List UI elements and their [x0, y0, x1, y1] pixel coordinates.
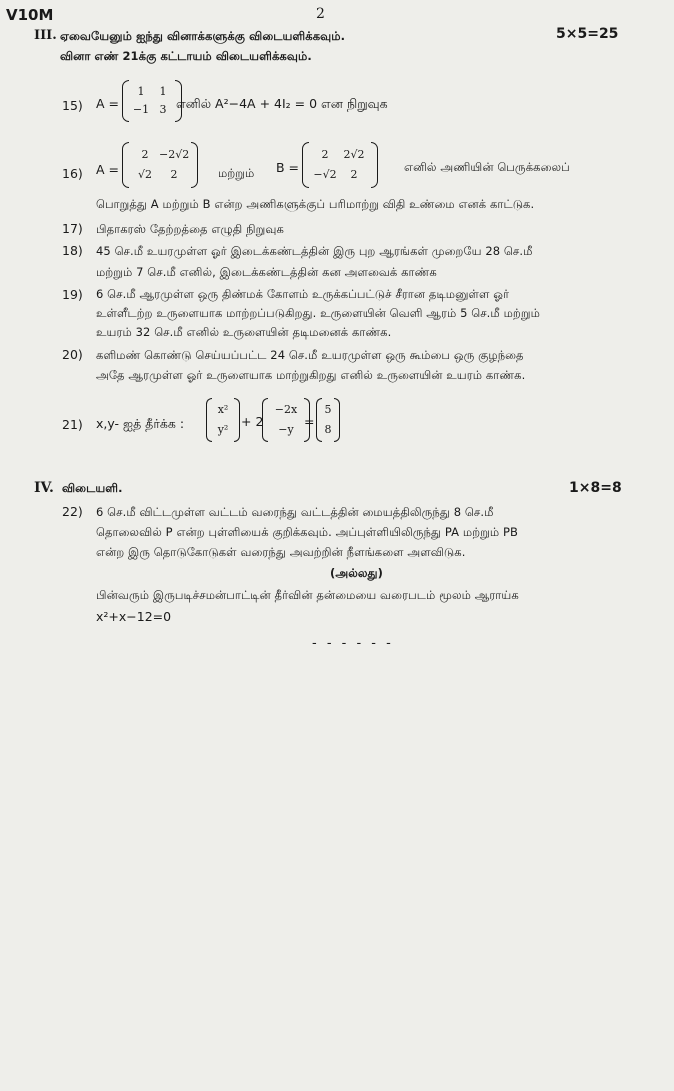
q16-matrix-a-cell: 2 — [141, 148, 149, 161]
q21-plus: + 2 — [241, 414, 264, 429]
section-4-marks: 1×8=8 — [569, 480, 622, 496]
q21-matrix-1 — [206, 398, 240, 442]
q15-condition: எனில் A²−4A + 4I₂ = 0 என நிறுவுக — [176, 96, 388, 111]
q16-matrix-b-cell: 2 — [350, 168, 358, 181]
q16-lhs-b: B = — [276, 160, 300, 175]
q22-number: 22) — [62, 504, 83, 519]
section-3-instruction-2: வினா எண் 21க்கு கட்டாயம் விடையளிக்கவும். — [60, 49, 312, 63]
q15-matrix — [122, 80, 182, 122]
q17-text: பிதாகரஸ் தேற்றத்தை எழுதி நிறுவுக — [96, 222, 284, 236]
q16-line2: பொறுத்து A மற்றும் B என்ற அணிகளுக்குப் பரிமாற்று விதி உண்மை எனக் காட்டுக. — [96, 197, 535, 211]
q17-number: 17) — [62, 221, 83, 236]
q22-or: (அல்லது) — [330, 566, 383, 580]
section-3-roman: III. — [34, 28, 57, 43]
section-3-marks: 5×5=25 — [556, 26, 619, 42]
q18-line1: 45 செ.மீ உயரமுள்ள ஓர் இடைக்கண்டத்தின் இரு புற ஆரங்கள் முறையே 28 செ.மீ — [96, 244, 533, 258]
section-4-title: விடையளி. — [62, 481, 123, 495]
q15-lhs: A = — [96, 96, 119, 111]
q22-line2: தொலைவில் P என்ற புள்ளியைக் குறிக்கவும். அப்புள்ளியிலிருந்து PA மற்றும் PB — [96, 525, 519, 539]
q19-line2: உள்ளீடற்ற உருளையாக மாற்றப்படுகிறது. உருளையின் வெளி ஆரம் 5 செ.மீ மற்றும் — [96, 306, 540, 320]
q19-line1: 6 செ.மீ ஆரமுள்ள ஒரு திண்மக் கோளம் உருக்கப்பட்டுச் சீரான தடிமனுள்ள ஓர் — [96, 287, 510, 301]
q21-equals: = — [304, 414, 315, 429]
q18-line2: மற்றும் 7 செ.மீ எனில், இடைக்கண்டத்தின் கன அளவைக் காண்க — [96, 265, 437, 279]
q21-matrix-3-cell: 5 — [324, 403, 332, 416]
q15-matrix-cell: 3 — [159, 103, 167, 116]
q20-line1: களிமண் கொண்டு செய்யப்பட்ட 24 செ.மீ உயரமுள்ள ஒரு கூம்பை ஒரு குழந்தை — [96, 348, 524, 362]
q21-matrix-2 — [262, 398, 310, 442]
q16-number: 16) — [62, 166, 83, 181]
q16-joiner: மற்றும் — [218, 166, 255, 180]
page-number: 2 — [316, 6, 325, 22]
q15-matrix-cell: 1 — [137, 85, 145, 98]
q16-matrix-a — [122, 142, 198, 188]
q19-line3: உயரம் 32 செ.மீ எனில் உருளையின் தடிமனைக் காண்க. — [96, 325, 392, 339]
q21-matrix-3-cell: 8 — [324, 423, 332, 436]
q16-lhs-a: A = — [96, 162, 119, 177]
q21-matrix-2-cell: −y — [278, 423, 294, 436]
q21-matrix-1-cell: x² — [217, 403, 229, 416]
paper-code: V10M — [6, 6, 54, 24]
q16-matrix-b-cell: 2√2 — [343, 148, 365, 161]
q20-number: 20) — [62, 347, 83, 362]
q16-matrix-b-cell: 2 — [321, 148, 329, 161]
q15-number: 15) — [62, 98, 83, 113]
q15-matrix-cell: −1 — [132, 103, 150, 116]
q20-line2: அதே ஆரமுள்ள ஓர் உருளையாக மாற்றுகிறது எனில் உருளையின் உயரம் காண்க. — [96, 368, 526, 382]
section-3-instruction-1: ஏவையேனும் ஐந்து வினாக்களுக்கு விடையளிக்கவும். — [60, 29, 346, 43]
q16-matrix-a-cell: √2 — [137, 168, 152, 181]
q18-number: 18) — [62, 243, 83, 258]
q16-matrix-b-cell: −√2 — [313, 168, 337, 181]
q16-matrix-a-cell: −2√2 — [159, 148, 190, 161]
q21-number: 21) — [62, 417, 83, 432]
q16-matrix-b — [302, 142, 378, 188]
q22-line1: 6 செ.மீ விட்டமுள்ள வட்டம் வரைந்து வட்டத்தின் மையத்திலிருந்து 8 செ.மீ — [96, 505, 494, 519]
q15-matrix-cell: 1 — [159, 85, 167, 98]
q21-matrix-1-cell: y² — [217, 423, 229, 436]
end-marker: - - - - - - — [312, 636, 394, 651]
q22-alt-line: பின்வரும் இருபடிச்சமன்பாட்டின் தீர்வின் தன்மையை வரைபடம் மூலம் ஆராய்க — [96, 588, 519, 602]
q16-tail: எனில் அணியின் பெருக்கலைப் — [404, 160, 570, 174]
section-4-roman: IV. — [34, 480, 54, 496]
q16-matrix-a-cell: 2 — [170, 168, 178, 181]
q21-prefix: x,y- ஐத் தீர்க்க : — [96, 416, 185, 431]
q21-matrix-2-cell: −2x — [274, 403, 298, 416]
q22-line3: என்ற இரு தொடுகோடுகள் வரைந்து அவற்றின் நீளங்களை அளவிடுக. — [96, 545, 466, 559]
q22-equation: x²+x−12=0 — [96, 609, 172, 624]
q19-number: 19) — [62, 287, 83, 302]
q21-matrix-3 — [316, 398, 340, 442]
